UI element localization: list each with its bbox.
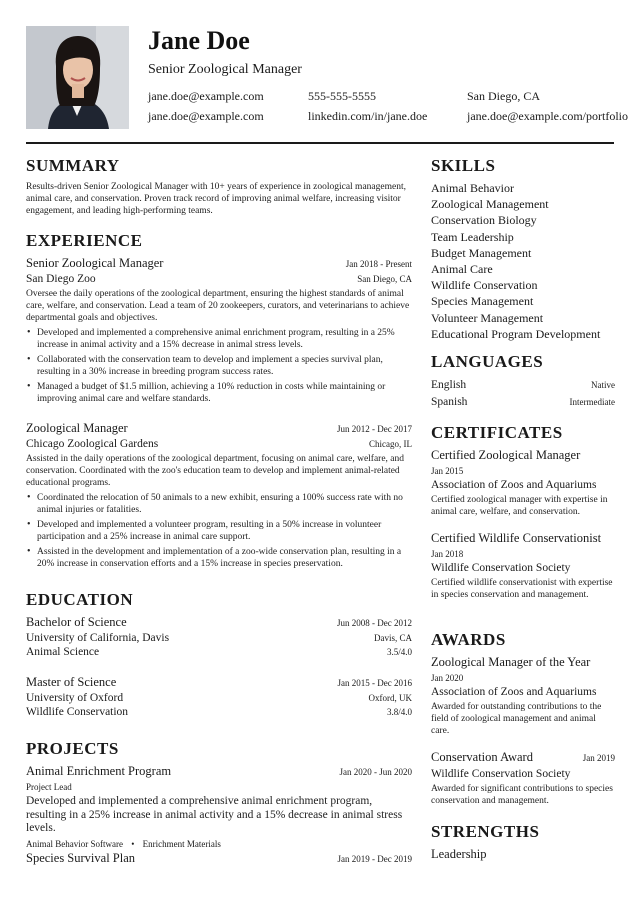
award-description: Awarded for outstanding contributions to the field of zoological management and animal care. xyxy=(431,702,602,736)
contact-email-secondary[interactable]: jane.doe@example.com xyxy=(148,109,264,123)
skill-item: Budget Management xyxy=(431,245,532,260)
job-dates: Jun 2012 - Dec 2017 xyxy=(337,424,412,434)
award-issuer: Wildlife Conservation Society xyxy=(431,768,571,780)
award-name: Zoological Manager of the Year xyxy=(431,655,591,669)
project-tag: Animal Behavior Software xyxy=(26,838,123,849)
certificate-issuer: Association of Zoos and Aquariums xyxy=(431,479,597,491)
skill-item: Volunteer Management xyxy=(431,310,544,325)
skill-item: Educational Program Development xyxy=(431,326,601,341)
degree: Bachelor of Science xyxy=(26,615,127,629)
field-of-study: Wildlife Conservation xyxy=(26,706,129,718)
certificate-name: Certified Wildlife Conservationist xyxy=(431,531,602,545)
skill-item: Species Management xyxy=(431,294,534,309)
gpa: 3.5/4.0 xyxy=(386,647,412,657)
contact-location: San Diego, CA xyxy=(467,89,540,103)
job-title: Zoological Manager xyxy=(26,421,128,435)
job-bullet: • Developed and implemented a comprehensive animal enrichment program, resulting in a 25% increase in animal activity and a 15% decrease in animal stress levels. xyxy=(26,327,412,351)
job-dates: Jan 2018 - Present xyxy=(345,259,412,269)
project-tag: Enrichment Materials xyxy=(142,838,221,849)
header-divider xyxy=(26,142,614,144)
certificate-item xyxy=(431,531,615,601)
job-location: San Diego, CA xyxy=(357,274,412,284)
profile-photo xyxy=(26,26,129,129)
education-dates: Jun 2008 - Dec 2012 xyxy=(337,618,412,628)
job-description: Oversee the daily operations of the zoological department, ensuring the highest standards of animal care, welfare, and conservation. Lead a team of 20 zookeepers, curators, and veterinarians to achieve departmental goals and objectives. xyxy=(26,289,410,323)
job-title: Senior Zoological Manager xyxy=(26,256,164,270)
project-item xyxy=(26,764,412,849)
job-bullet: • Managed a budget of $1.5 million, achieving a 10% reduction in costs while maintaining or improving animal care and welfare standards. xyxy=(26,381,412,405)
education-dates: Jan 2015 - Dec 2016 xyxy=(337,678,412,688)
education-item xyxy=(26,675,412,718)
skill-item: Animal Care xyxy=(431,262,493,277)
degree: Master of Science xyxy=(26,675,117,689)
award-issuer: Association of Zoos and Aquariums xyxy=(431,686,597,698)
candidate-name: Jane Doe xyxy=(148,26,250,55)
project-name: Animal Enrichment Program xyxy=(26,764,172,778)
education-item xyxy=(26,615,412,658)
job-bullet: • Collaborated with the conservation team to develop and implement a species survival plan, resulting in a 30% increase in breeding program success rates. xyxy=(26,354,412,378)
certificate-issuer: Wildlife Conservation Society xyxy=(431,562,571,574)
gpa: 3.8/4.0 xyxy=(386,707,412,717)
skills-list xyxy=(431,180,615,342)
experience-item xyxy=(26,421,412,573)
project-name: Species Survival Plan xyxy=(26,851,136,865)
strength-item: Leadership xyxy=(431,847,487,861)
experience-heading: EXPERIENCE xyxy=(26,231,143,250)
experience-item xyxy=(26,256,412,408)
certificate-description: Certified wildlife conservationist with expertise in species conservation and management. xyxy=(431,578,613,600)
job-employer: San Diego Zoo xyxy=(26,273,96,285)
languages-heading: LANGUAGES xyxy=(431,352,544,371)
award-item xyxy=(431,750,615,807)
field-of-study: Animal Science xyxy=(26,646,100,658)
job-bullet: • Developed and implemented a volunteer program, resulting in a 50% increase in volunteer participation and a 25% increase in animal care support. xyxy=(26,519,412,543)
contact-portfolio[interactable]: jane.doe@example.com/portfolio xyxy=(467,109,628,123)
award-date: Jan 2019 xyxy=(582,753,615,763)
school: University of California, Davis xyxy=(26,632,170,644)
certificate-name: Certified Zoological Manager xyxy=(431,448,581,462)
skill-item: Team Leadership xyxy=(431,229,514,244)
contact-phone[interactable]: 555-555-5555 xyxy=(308,89,376,103)
education-heading: EDUCATION xyxy=(26,590,134,609)
contact-email[interactable]: jane.doe@example.com xyxy=(148,89,264,103)
awards-heading: AWARDS xyxy=(431,630,506,649)
strengths-heading: STRENGTHS xyxy=(431,822,540,841)
language-name: English xyxy=(431,379,467,391)
school: University of Oxford xyxy=(26,692,124,704)
candidate-role: Senior Zoological Manager xyxy=(148,62,302,77)
award-description: Awarded for significant contributions to species conservation and management. xyxy=(431,784,613,806)
job-location: Chicago, IL xyxy=(369,439,412,449)
award-item xyxy=(431,655,615,737)
language-level: Native xyxy=(591,380,615,390)
project-role: Project Lead xyxy=(26,782,72,792)
project-item xyxy=(26,851,412,866)
skills-heading: SKILLS xyxy=(431,156,496,175)
certificate-item xyxy=(431,448,615,518)
project-dates: Jan 2020 - Jun 2020 xyxy=(339,767,412,777)
certificate-description: Certified zoological manager with expertise in animal care, welfare, and conservation. xyxy=(431,495,608,517)
award-date: Jan 2020 xyxy=(431,673,464,683)
language-level: Intermediate xyxy=(569,396,615,407)
language-name: Spanish xyxy=(431,395,468,408)
tag-separator: • xyxy=(131,838,135,849)
project-tags xyxy=(26,839,412,849)
contact-linkedin[interactable]: linkedin.com/in/jane.doe xyxy=(308,109,428,123)
job-description: Assisted in the daily operations of the zoological department, focusing on animal care, welfare, and conservation. Coordinated with the zoo's education team to develop and implement animal-related educational programs. xyxy=(26,454,405,488)
skill-item: Zoological Management xyxy=(431,197,549,212)
certificates-heading: CERTIFICATES xyxy=(431,423,563,442)
projects-heading: PROJECTS xyxy=(26,739,119,758)
languages-list xyxy=(431,377,615,410)
project-description: Developed and implemented a comprehensive animal enrichment program, resulting in a 25% increase in animal activity and a 15% decrease in animal stress levels. xyxy=(26,795,403,834)
skill-item: Wildlife Conservation xyxy=(431,278,538,293)
job-bullet: • Assisted in the development and implementation of a zoo-wide conservation plan, resulting in a 20% increase in conservation efforts and a 15% increase in species preservation. xyxy=(26,546,412,570)
project-dates: Jan 2019 - Dec 2019 xyxy=(337,854,412,864)
skill-item: Conservation Biology xyxy=(431,213,537,228)
school-location: Davis, CA xyxy=(374,633,412,643)
certificate-date: Jan 2015 xyxy=(431,466,464,476)
job-bullet: • Coordinated the relocation of 50 animals to a new exhibit, ensuring a 100% success rate with no animal injuries or fatalities. xyxy=(26,492,412,516)
school-location: Oxford, UK xyxy=(368,693,412,703)
job-employer: Chicago Zoological Gardens xyxy=(26,438,159,450)
summary-heading: SUMMARY xyxy=(26,156,120,175)
award-name: Conservation Award xyxy=(431,750,533,764)
skill-item: Animal Behavior xyxy=(431,181,514,195)
certificate-date: Jan 2018 xyxy=(431,549,464,559)
summary-text: Results-driven Senior Zoological Manager with 10+ years of experience in zoological management, animal care, and conservation. Proven track record of improving animal welfare, increasing visitor engagement, and leading high-performing teams. xyxy=(26,182,406,216)
